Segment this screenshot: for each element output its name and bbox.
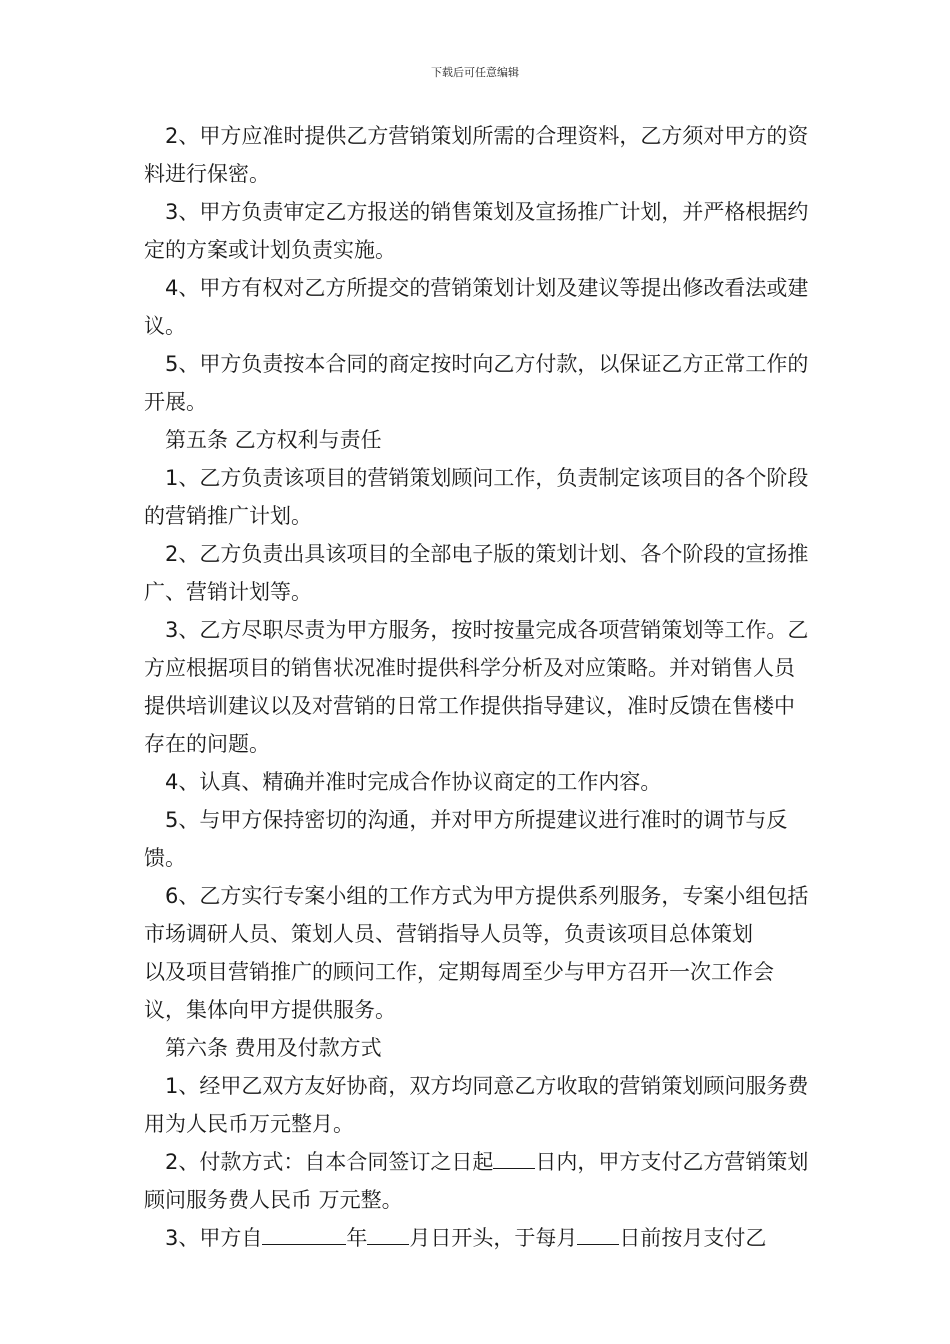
clause-5-heading: 第五条 乙方权利与责任 xyxy=(165,428,382,452)
fill-in-blank-year xyxy=(262,1224,346,1245)
clause-5-item-4: 4、认真、精确并准时完成合作协议商定的工作内容。 xyxy=(165,770,662,794)
clause-5-item-1: 1、乙方负责该项目的营销策划顾问工作，负责制定该项目的各个阶段的营销推广计划。 xyxy=(144,466,809,528)
clause-6-item-3 xyxy=(144,1219,812,1257)
clause-4-item-4: 4、甲方有权对乙方所提交的营销策划计划及建议等提出修改看法或建议。 xyxy=(144,276,809,338)
fill-in-blank-month xyxy=(367,1224,409,1245)
clause-6-item-3-part-b: 年 xyxy=(346,1226,368,1250)
fill-in-blank-day xyxy=(577,1224,619,1245)
clause-5-item-6-part-b: 以及项目营销推广的顾问工作，定期每周至少与甲方召开一次工作会议，集体向甲方提供服务。 xyxy=(144,960,774,1022)
clause-5-item-2: 2、乙方负责出具该项目的全部电子版的策划计划、各个阶段的宣扬推广、营销计划等。 xyxy=(144,542,809,604)
clause-6-heading: 第六条 费用及付款方式 xyxy=(165,1036,382,1060)
page-header: 下载后可任意编辑 xyxy=(431,66,519,79)
clause-4-item-5: 5、甲方负责按本合同的商定按时向乙方付款，以保证乙方正常工作的开展。 xyxy=(144,352,809,414)
clause-4-item-2: 2、甲方应准时提供乙方营销策划所需的合理资料，乙方须对甲方的资料进行保密。 xyxy=(144,124,809,186)
clause-5-item-6 xyxy=(144,877,812,1029)
fill-in-blank xyxy=(493,1148,535,1169)
clause-6-item-3-part-a: 3、甲方自 xyxy=(165,1226,263,1250)
clause-6-item-3-part-c: 月日开头，于每月 xyxy=(409,1226,578,1250)
clause-6-item-3-part-d: 日前按月支付乙 xyxy=(619,1226,767,1250)
clause-6-item-2 xyxy=(144,1143,812,1219)
clause-5-item-6-part-a: 6、乙方实行专案小组的工作方式为甲方提供系列服务，专案小组包括市场调研人员、策划人员、营销指导人员等，负责该项目总体策划 xyxy=(144,884,809,946)
clause-4-item-3: 3、甲方负责审定乙方报送的销售策划及宣扬推广计划，并严格根据约定的方案或计划负责实施。 xyxy=(144,200,809,262)
clause-6-item-1: 1、经甲乙双方友好协商，双方均同意乙方收取的营销策划顾问服务费用为人民币万元整月。 xyxy=(144,1074,809,1136)
clause-5-item-3: 3、乙方尽职尽责为甲方服务，按时按量完成各项营销策划等工作。乙方应根据项目的销售状况准时提供科学分析及对应策略。并对销售人员提供培训建议以及对营销的日常工作提供指导建议，准时反馈在售楼中存在的问题。 xyxy=(144,618,809,756)
document-body xyxy=(144,117,812,1257)
clause-6-item-2-part-a: 2、付款方式：自本合同签订之日起 xyxy=(165,1150,494,1174)
clause-5-item-5: 5、与甲方保持密切的沟通，并对甲方所提建议进行准时的调节与反馈。 xyxy=(144,808,788,870)
clause-6-item-2-part-b: 日内，甲方支付乙方营销策划顾问服务费人民币 万元整。 xyxy=(144,1150,809,1212)
